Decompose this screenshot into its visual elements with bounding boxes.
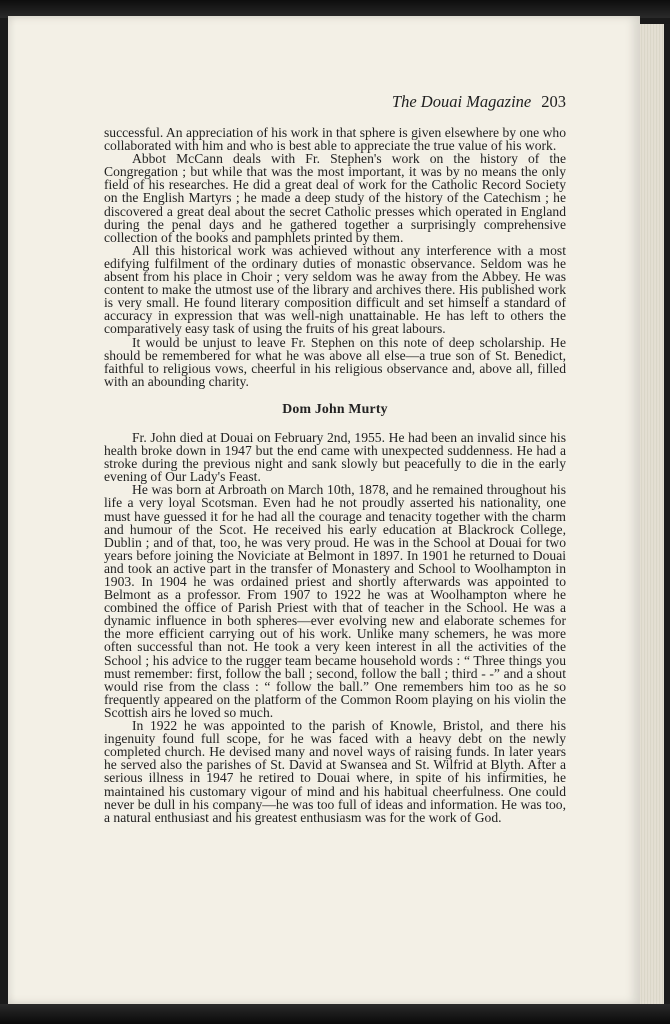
running-header (100, 92, 566, 112)
section-heading: Dom John Murty (282, 400, 388, 416)
scan-border-bottom (0, 1004, 670, 1024)
article-body (104, 126, 566, 824)
page-number: 203 (541, 92, 566, 111)
paragraph: He was born at Arbroath on March 10th, 1878, and he remained throughout his life a very loyal Scotsman. Even had he not proudly asserted his nationality, one must have guessed it for he had all the courage and tenacity together with the charm and humour of the Scot. He received his early education at Blackrock College, Dublin ; and of that, too, he was very proud. He was in the School at Douai for two years before joining the Noviciate at Belmont in 1897. In 1901 he returned to Douai and took an active part in the transfer of Monastery and School to Woolhampton in 1903. In 1904 he was ordained priest and shortly afterwards was appointed to Belmont as a professor. From 1907 to 1922 he was at Woolhampton where he combined the office of Parish Priest with that of teacher in the School. He was a dynamic influence in both spheres—ever evolving new and elaborate schemes for the more efficient carrying out of his work. Unlike many schemers, he was more often successful than not. He took a very keen interest in all the activities of the School ; his advice to the rugger team became household words : “ Three things you must remember: first, follow the ball ; second, follow the ball ; third - -” and a shout would rise from the class : “ follow the ball.” One remembers him too as he so frequently appeared on the platform of the Common Room playing on his violin the Scottish airs he loved so much. (104, 482, 566, 720)
book-page-edges (640, 24, 670, 1004)
paragraph: Abbot McCann deals with Fr. Stephen's work on the history of the Congregation ; but while that was the most important, it was by no means the only field of his researches. He did a great deal of work for the Catholic Record Society on the English Martyrs ; he made a deep study of the history of the Catechism ; he discovered a great deal about the secret Catholic presses which operated in England during the penal days and he gathered together a surprisingly comprehensive collection of the books and pamphlets printed by them. (104, 151, 566, 245)
paragraph: It would be unjust to leave Fr. Stephen on this note of deep scholarship. He should be remembered for what he was above all else—a true son of St. Benedict, faithful to religious vows, cheerful in his religious observance and, above all, filled with an abounding charity. (104, 334, 566, 389)
paragraph: In 1922 he was appointed to the parish of Knowle, Bristol, and there his ingenuity found full scope, for he was faced with a heavy debt on the newly completed church. He devised many and novel ways of raising funds. In later years he served also the parishes of St. David at Swansea and St. Wilfrid at Blyth. After a serious illness in 1947 he retired to Douai where, in spite of his infirmities, he maintained his customary vigour of mind and his habitual cheerfulness. One could never be dull in his company—he was too full of ideas and information. He was too, a natural enthusiast and his greatest enthusiasm was for the work of God. (104, 718, 566, 825)
paragraph-continued: successful. An appreciation of his work in that sphere is given elsewhere by one who collaborated with him and who is best able to appreciate the true value of his work. (104, 125, 566, 154)
paragraph: Fr. John died at Douai on February 2nd, 1955. He had been an invalid since his health broke down in 1947 but the end came with unexpected suddenness. He had a stroke during the previous night and sank slowly but peacefully to die in the early evening of Our Lady's Feast. (104, 429, 566, 485)
magazine-title: The Douai Magazine (391, 92, 532, 111)
paragraph: All this historical work was achieved without any interference with a most edifying fulfilment of the ordinary duties of monastic observance. Seldom was he absent from his place in Choir ; very seldom was he away from the Abbey. He was content to make the utmost use of the library and archives there. His published work is very small. He found literary composition difficult and set himself a standard of accuracy in expression that was well-nigh unattainable. He has left to others the comparatively easy task of using the fruits of his great labours. (104, 242, 566, 337)
